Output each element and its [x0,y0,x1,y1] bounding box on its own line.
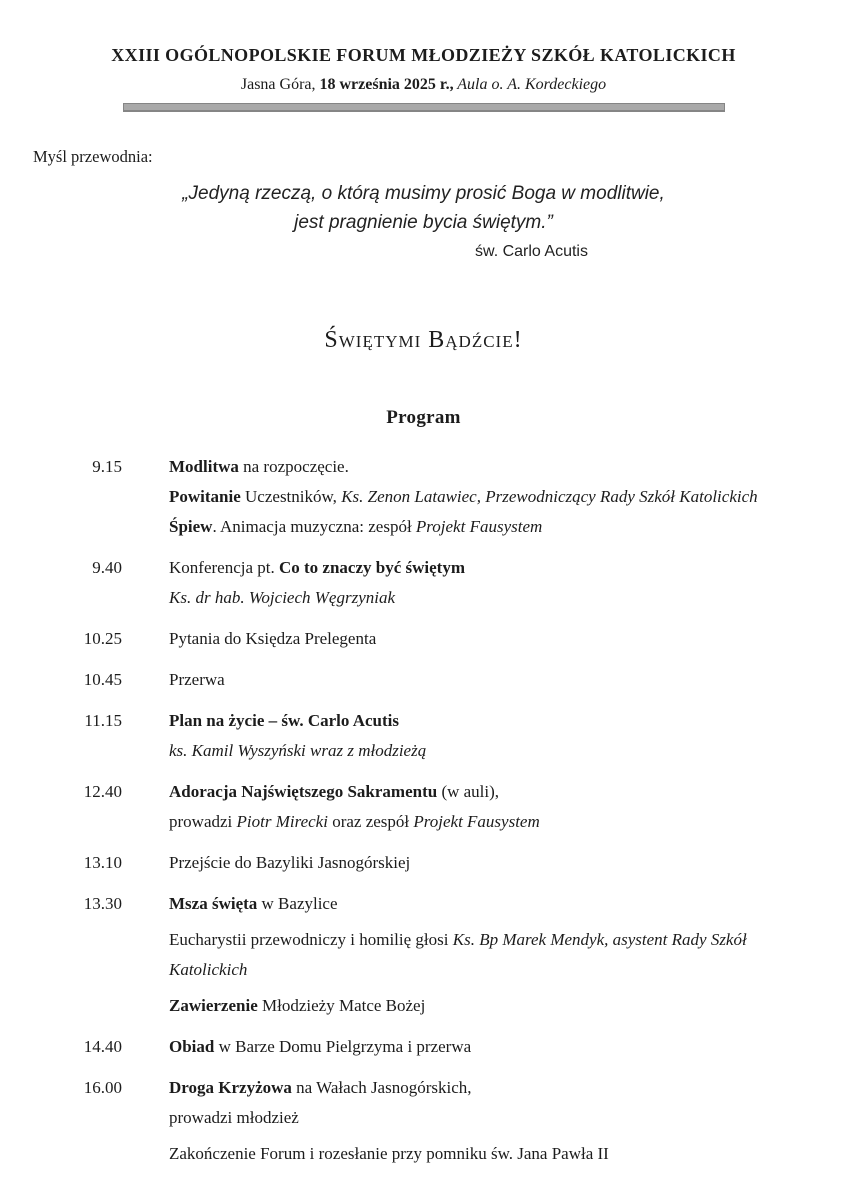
schedule-row [0,665,847,695]
schedule-text-segment: (w auli), [437,782,500,801]
schedule-content [169,553,809,613]
schedule-line [169,736,809,766]
document-header [0,42,847,112]
schedule-row [0,777,847,837]
quote-line-2: jest pragnienie bycia świętym.” [294,212,553,233]
schedule-text-segment: Przerwa [169,670,225,689]
schedule-content [169,706,809,766]
schedule-line [169,889,809,919]
schedule-text-segment: w Barze Domu Pielgrzyma i przerwa [214,1037,472,1056]
schedule-text-segment: w Bazylice [257,894,338,913]
schedule-time: 9.15 [92,457,122,476]
schedule-line [169,1139,809,1169]
date-text: 18 września 2025 r., [319,76,454,93]
schedule-text-segment: Uczestników, [240,487,342,506]
schedule-text-segment: Plan na życie – św. Carlo Acutis [169,711,399,730]
schedule-row [0,706,847,766]
schedule-time: 13.30 [83,894,122,913]
quote-attribution: św. Carlo Acutis [475,243,588,260]
schedule-content [169,1073,809,1169]
schedule-line [169,665,809,695]
schedule-text-segment: Śpiew [169,517,213,536]
motto-label: Myśl przewodnia: [33,147,153,166]
schedule-line [169,1032,809,1062]
schedule-text-segment: ks. Kamil Wyszyński wraz z młodzieżą [169,741,427,760]
program-title: Program [386,407,461,428]
schedule-row [0,889,847,1021]
schedule-content [169,665,809,695]
schedule-line [169,807,809,837]
schedule-text-segment: prowadzi [169,812,237,831]
schedule-content [169,452,809,542]
schedule-text-segment: Powitanie [169,487,241,506]
schedule-text-segment: Adoracja Najświętszego Sakramentu [169,782,438,801]
schedule-line [169,482,809,512]
program-schedule [0,452,847,1169]
schedule-text-segment: Ks. Zenon Latawiec, Przewodniczący Rady Szkół Katolickich [341,487,758,506]
schedule-line [169,553,809,583]
schedule-text-segment: Zakończenie Forum i rozesłanie przy pomniku św. Jana Pawła II [169,1144,609,1163]
schedule-row [0,1073,847,1169]
schedule-text-segment: Młodzieży Matce Bożej [257,996,426,1015]
document-title: XXIII OGÓLNOPOLSKIE FORUM MŁODZIEŻY SZKÓŁ KATOLICKICH [111,45,736,65]
schedule-text-segment: prowadzi młodzież [169,1108,299,1127]
header-divider-rule [123,103,725,112]
schedule-line [169,706,809,736]
schedule-time: 12.40 [83,782,122,801]
schedule-row [0,624,847,654]
schedule-content [169,848,809,878]
hall-text: Aula o. A. Kordeckiego [453,76,607,93]
schedule-line [169,452,809,482]
venue-text: Jasna Góra, [240,76,320,93]
schedule-time: 16.00 [83,1078,122,1097]
schedule-row [0,452,847,542]
schedule-time: 9.40 [92,558,122,577]
schedule-text-segment: Obiad [169,1037,215,1056]
schedule-row [0,848,847,878]
schedule-text-segment: . Animacja muzyczna: zespół [212,517,416,536]
schedule-content [169,889,809,1021]
schedule-line [169,1073,809,1103]
document-subtitle [0,74,847,96]
schedule-line [169,777,809,807]
schedule-text-segment: Droga Krzyżowa [169,1078,292,1097]
schedule-time: 11.15 [84,711,122,730]
schedule-content [169,1032,809,1062]
schedule-text-segment: Konferencja pt. [169,558,279,577]
schedule-text-segment: na rozpoczęcie. [238,457,349,476]
schedule-text-segment: Co to znaczy być świętym [278,558,465,577]
schedule-row [0,1032,847,1062]
schedule-time: 14.40 [83,1037,122,1056]
schedule-text-segment: Ks. Bp Marek Mendyk, asystent Rady Szkół Katolickich [169,930,747,979]
schedule-text-segment: Modlitwa [169,457,239,476]
schedule-text-segment: Ks. dr hab. Wojciech Węgrzyniak [169,588,396,607]
schedule-line [169,991,809,1021]
schedule-text-segment: Pytania do Księdza Prelegenta [169,629,377,648]
schedule-line [169,1103,809,1133]
schedule-text-segment: na Wałach Jasnogórskich, [291,1078,472,1097]
schedule-line [169,624,809,654]
schedule-text-segment: Zawierzenie [169,996,258,1015]
motto-quote [0,179,847,237]
main-heading: Świętymi Bądźcie! [324,327,523,353]
schedule-row [0,553,847,613]
schedule-text-segment: Przejście do Bazyliki Jasnogórskiej [169,853,411,872]
schedule-line [169,848,809,878]
schedule-time: 10.45 [83,670,122,689]
schedule-text-segment: Piotr Mirecki [236,812,328,831]
quote-line-1: „Jedyną rzeczą, o którą musimy prosić Boga w modlitwie, [182,183,665,204]
schedule-content [169,624,809,654]
schedule-line [169,512,809,542]
schedule-text-segment: Projekt Fausystem [415,517,543,536]
schedule-time: 10.25 [83,629,122,648]
schedule-text-segment: Projekt Fausystem [413,812,540,831]
schedule-text-segment: oraz zespół [327,812,414,831]
schedule-text-segment: Msza święta [169,894,258,913]
schedule-line [169,583,809,613]
schedule-time: 13.10 [83,853,122,872]
schedule-content [169,777,809,837]
schedule-text-segment: Eucharystii przewodniczy i homilię głosi [169,930,453,949]
schedule-line [169,925,809,985]
